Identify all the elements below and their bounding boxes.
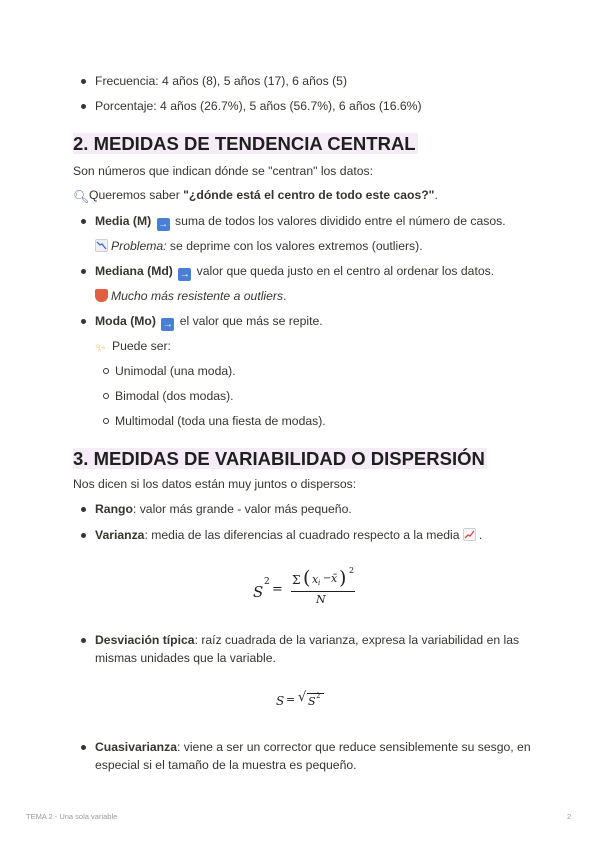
list-item: Frecuencia: 4 años (8), 5 años (17), 6 años (5) xyxy=(73,72,543,90)
moda-type-item: Bimodal (dos modas). xyxy=(73,387,543,405)
variance-formula: S 2 = Σ ( x i − x̄ ) 2 N xyxy=(253,566,355,606)
list-item-varianza: Varianza: media de las diferencias al cuadrado respecto a la media . xyxy=(73,526,543,544)
moda-type-item: Multimodal (toda una fiesta de modas). xyxy=(73,412,543,430)
list-item-desviacion: Desviación típica: raíz cuadrada de la varianza, expresa la variabilidad en las mismas unidades que la variable. xyxy=(73,631,543,667)
central-measures-list xyxy=(73,212,543,430)
chart-decreasing-icon xyxy=(95,239,108,252)
dispersion-list xyxy=(73,500,543,544)
top-list xyxy=(73,72,543,115)
dispersion-list-2 xyxy=(73,631,543,667)
magnifier-icon: 🔍︎ xyxy=(73,189,90,204)
right-arrow-icon: → xyxy=(162,319,173,330)
mediana-note: Mucho más resistente a outliers. xyxy=(73,287,543,305)
right-arrow-icon: → xyxy=(179,269,190,280)
right-arrow-icon: → xyxy=(158,219,169,230)
chart-increasing-icon xyxy=(463,528,476,541)
list-item-media: Media (M) → suma de todos los valores dividido entre el número de casos. xyxy=(73,212,543,231)
section-2-heading: 2. MEDIDAS DE TENDENCIA CENTRAL xyxy=(73,133,416,154)
media-note: Problema: se deprime con los valores extremos (outliers). xyxy=(73,237,543,255)
section-3-intro: Nos dicen si los datos están muy juntos o dispersos: xyxy=(73,477,357,491)
section-2-question: 🔍︎Queremos saber "¿dónde está el centro de todo este caos?". xyxy=(73,188,438,204)
moda-note: ✨︎ Puede ser: xyxy=(95,339,171,355)
list-item-cuasivarianza: Cuasivarianza: viene a ser un corrector que reduce sensiblemente su sesgo, en especial si el tamaño de la muestra es pequeño. xyxy=(73,738,543,774)
std-formula: S = √ S 2 xyxy=(276,689,336,713)
moda-type-item: Unimodal (una moda). xyxy=(73,362,543,380)
section-3-heading: 3. MEDIDAS DE VARIABILIDAD O DISPERSIÓN xyxy=(73,448,485,469)
shield-icon xyxy=(95,289,108,302)
list-item-moda: Moda (Mo) → el valor que más se repite. xyxy=(73,312,543,331)
footer-left: TEMA 2 - Una sola variable xyxy=(26,812,118,821)
footer-page-number: 2 xyxy=(567,812,572,821)
list-item-mediana: Mediana (Md) → valor que queda justo en el centro al ordenar los datos. xyxy=(73,262,543,281)
dispersion-list-3 xyxy=(73,738,543,774)
list-item-rango: Rango: valor más grande - valor más pequeño. xyxy=(73,500,543,518)
sparkles-icon: ✨︎ xyxy=(95,340,106,355)
section-2-intro: Son números que indican dónde se "centran" los datos: xyxy=(73,164,373,178)
list-item: Porcentaje: 4 años (26.7%), 5 años (56.7%), 6 años (16.6%) xyxy=(73,97,543,115)
